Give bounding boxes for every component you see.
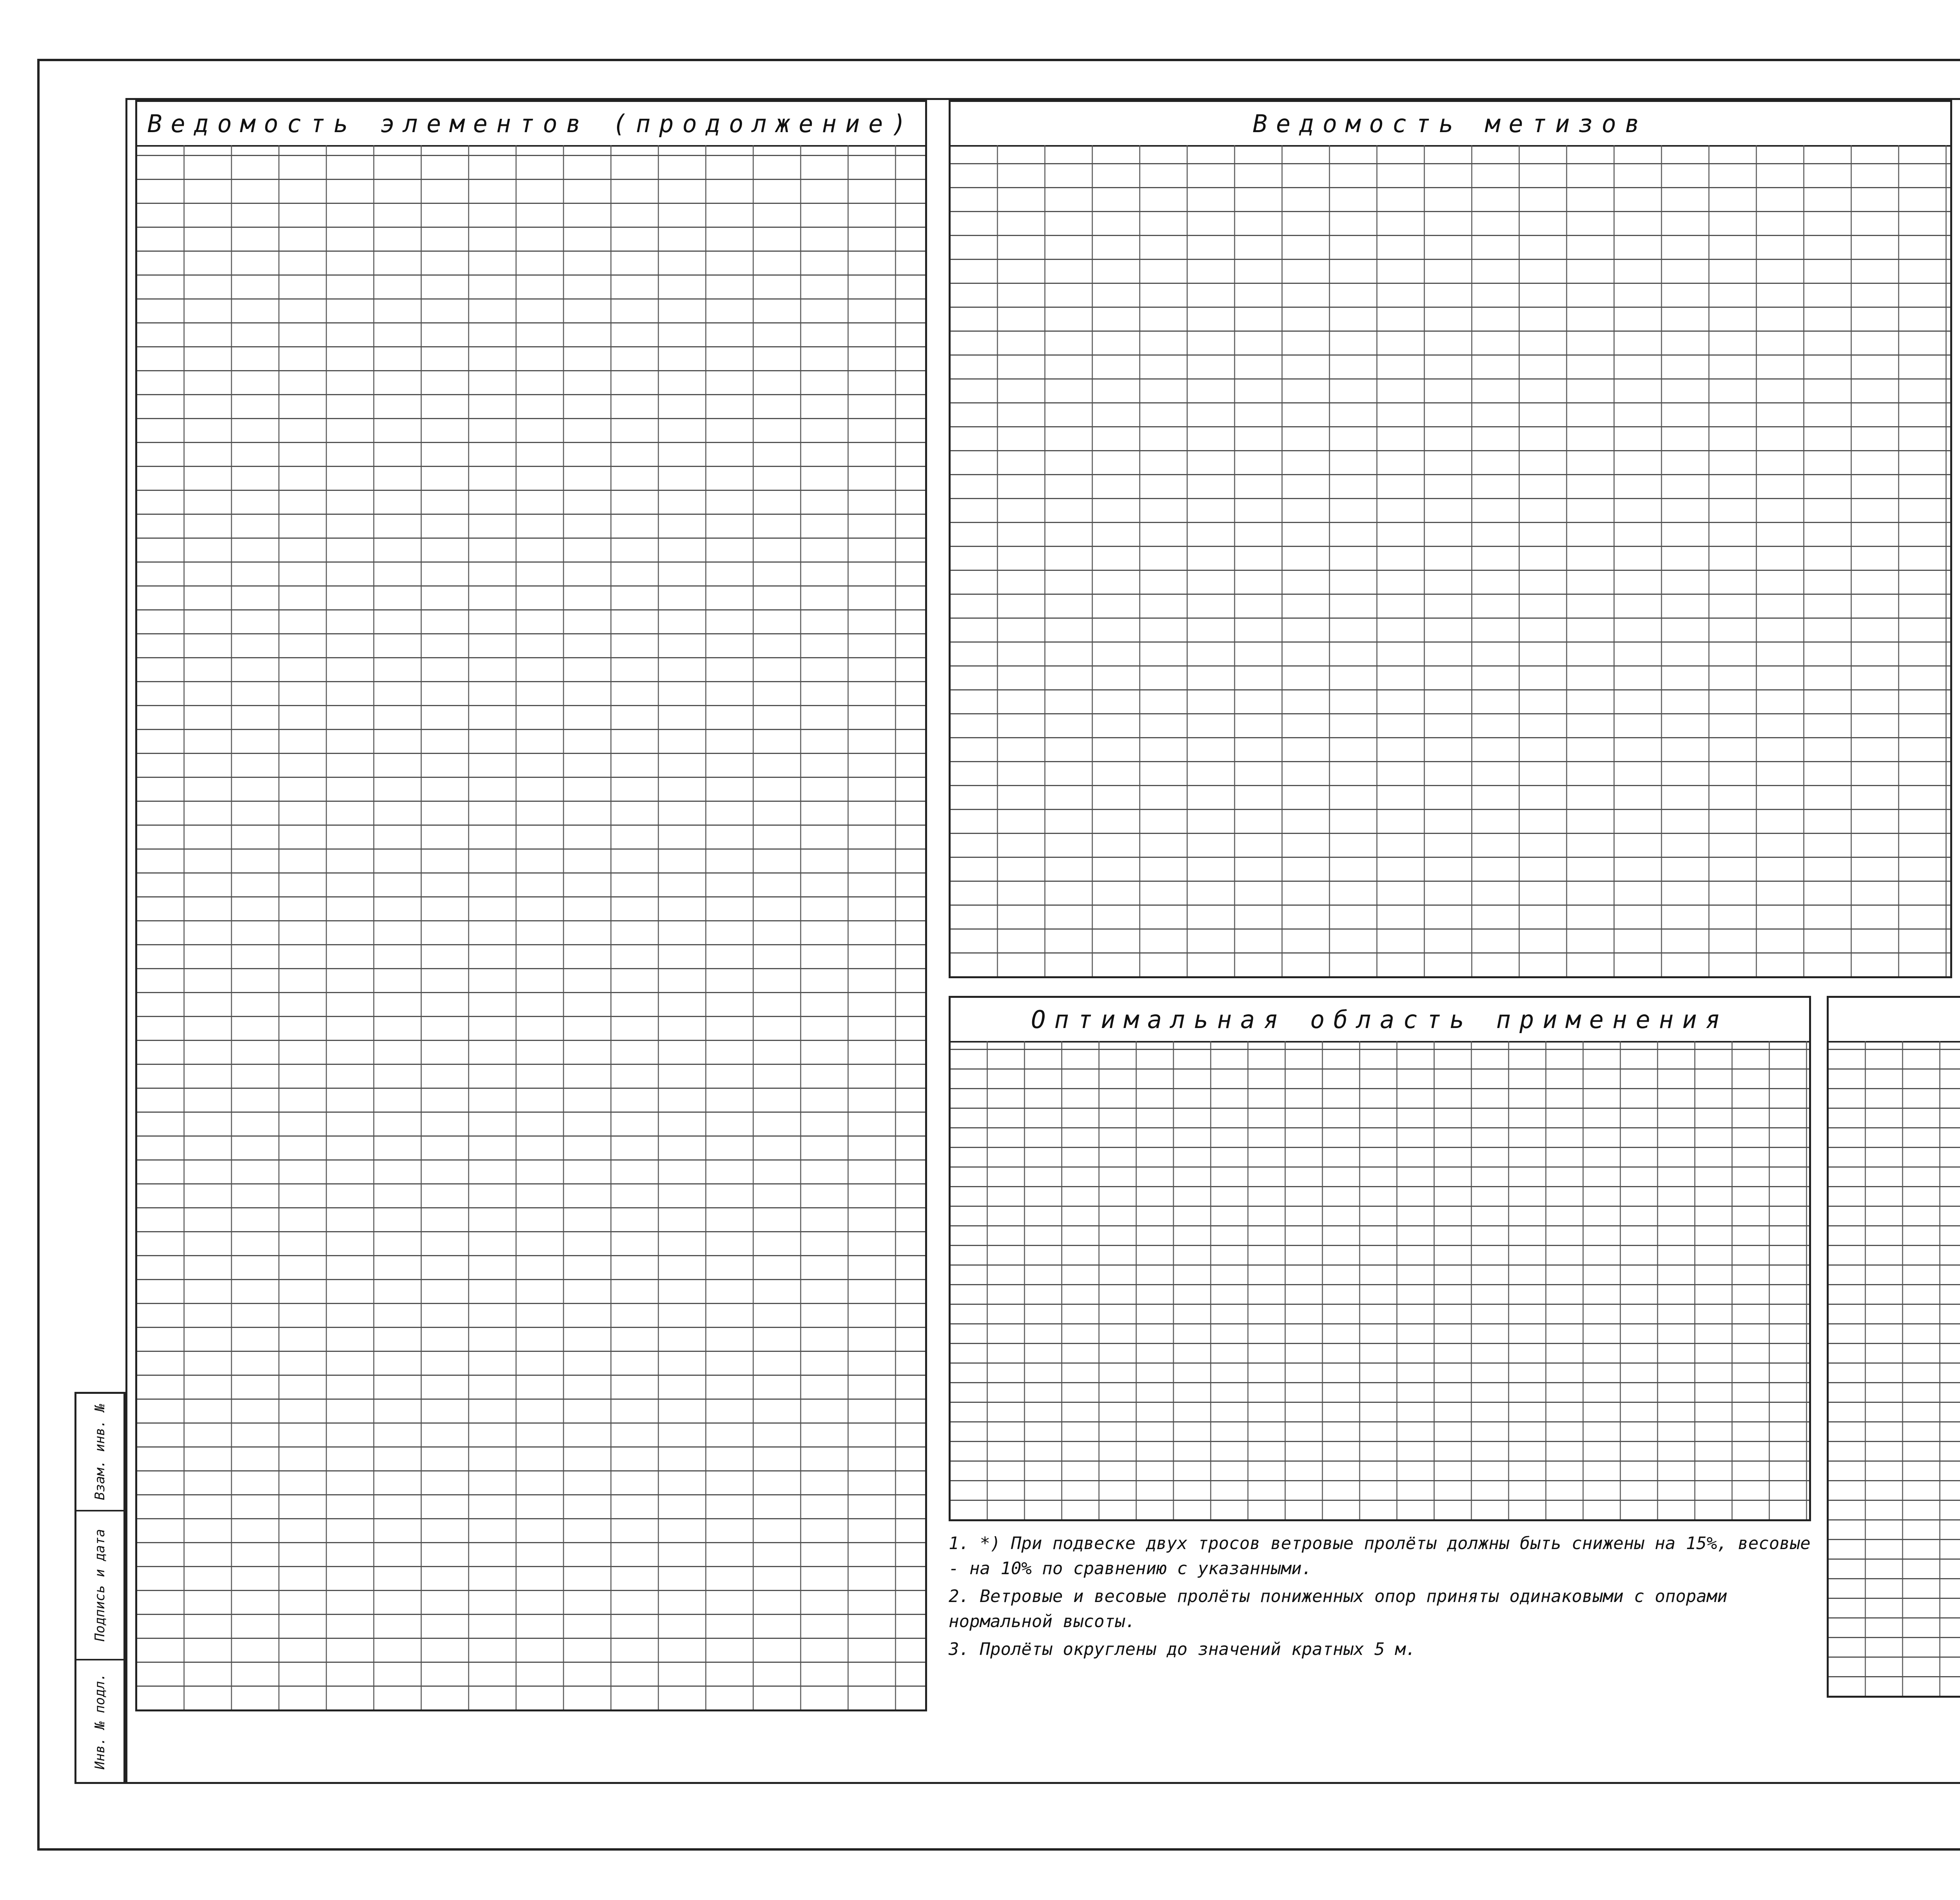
elements-schedule [135,100,927,1711]
margin-cell-label: Взам. инв. № [92,1404,108,1500]
general-remark: 3. Пролёты округлены до значений кратных 5 м. [949,1639,1416,1659]
hardware-schedule [949,100,1952,978]
optimal-range-table [949,996,1811,1521]
elements-schedule-title: Ведомость элементов (продолжение) [137,102,925,147]
margin-cell-label: Подпись и дата [92,1529,108,1642]
margin-stamp-strip [74,1392,125,1784]
elements-schedule-grid [137,145,925,1709]
optimal-range-title: Оптимальная область применения [951,998,1809,1043]
margin-cell-label: Инв. № подл. [92,1673,108,1769]
margin-cell [76,1660,123,1782]
optimal-range-grid [951,1041,1809,1519]
hardware-schedule-title: Ведомость метизов [951,102,1950,147]
margin-cell [76,1511,123,1660]
general-remark: 2. Ветровые и весовые пролёты пониженных опор приняты одинаковыми с опорами нормальной высоты. [949,1586,1728,1631]
metal-selection-grid [1829,1041,1960,1696]
metal-selection-title [1829,998,1960,1043]
general-remark: 1. *) При подвеске двух тросов ветровые пролёты должны быть снижены на 15%, весовые - на 10% по сравнению с указанными. [949,1533,1811,1578]
hardware-schedule-grid [951,145,1950,976]
metal-selection-table [1827,996,1960,1698]
margin-cell [76,1394,123,1511]
